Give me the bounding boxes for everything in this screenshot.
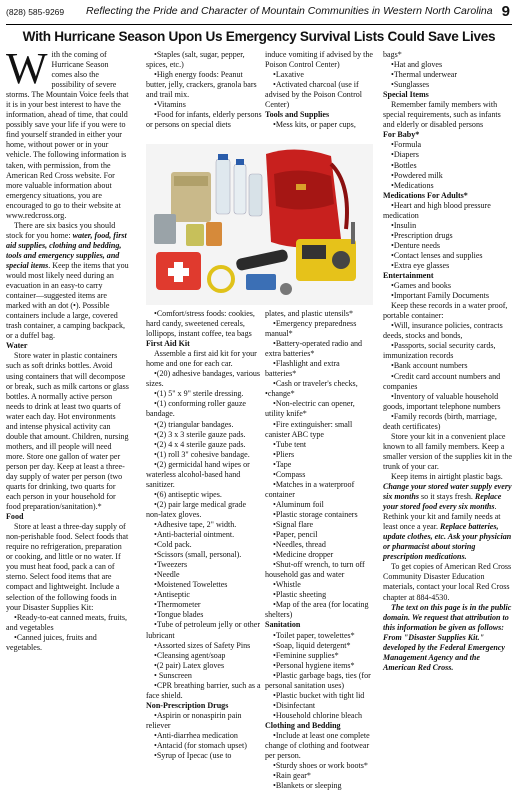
list-item: •Activated charcoal (use if advised by the Poison Control Center) [265,80,363,110]
list-item: •Syrup of Ipecac (use to [154,751,232,761]
list-item: •Sturdy shoes or work boots* [273,761,368,771]
column-2-top [146,50,262,130]
list-item: •Cash or traveler's checks, •change* [265,379,358,399]
list-item: •Insulin [391,220,417,230]
list-item: •(2) triangular bandages. [154,419,234,429]
page-header [6,3,512,23]
list-item: •Anti-diarrhea medication [154,730,238,740]
list-item: •Important Family Documents [391,291,490,301]
text-run: so it stays fresh. [419,492,475,502]
basics-text-a: There are six basics you should stock for you home: [6,220,116,240]
text-run: Keep items in airtight plastic bags. [391,471,503,481]
list-item: •Mess kits, or paper cups, [273,120,356,130]
list-item: •Include at least one complete change of clothing and footwear per person. [265,730,370,761]
list-item: •Food for infants, elderly persons or persons on special diets [146,110,262,130]
list-item: •Battery-operated radio and extra batteries* [265,339,363,359]
list-item: •Plastic garbage bags, ties (for personal sanitation uses) [265,670,371,690]
list-item: bags* [383,50,402,59]
list-item: •Assorted sizes of Safety Pins [154,640,251,650]
entertainment-heading: Entertainment [383,271,434,281]
list-item: •Antacid (for stomach upset) [154,741,247,751]
list-item: •Thermometer [154,600,201,610]
list-item: •(2) germicidal hand wipes or waterless alcohol-based hand sanitizer. [146,459,250,489]
first-aid-heading: First Aid Kit [146,339,190,349]
list-item: •High energy foods: Peanut butter, jelly, crackers, granola bars and trail mix. [146,70,257,100]
drop-cap: W [6,44,48,93]
list-item: •Fire extinguisher: small canister ABC type [265,419,353,439]
list-item: •Diapers [391,150,419,160]
list-item: •Soap, liquid detergent* [273,640,351,650]
list-item: •Heart and high blood pressure medication [383,200,491,220]
adults-heading: Medications For Adults* [383,190,468,200]
list-item: •Hat and gloves [391,60,443,70]
list-item: •Plastic storage containers [273,509,358,519]
baby-list [383,140,512,190]
adults-list [383,201,512,271]
list-item: •Plastic sheeting [273,590,327,600]
basics-text-b: water, food, first aid supplies, clothing and bedding, tools and emergency supplies, and special items [6,230,127,270]
list-item: •Tweezers [154,560,188,570]
special-items-heading: Special Items [383,90,429,100]
list-item: •(1) roll 3" cohesive bandage. [154,449,250,459]
list-item: •(6) antiseptic wipes. [154,489,222,499]
baby-heading: For Baby* [383,130,420,140]
list-item: •Pliers [273,449,295,459]
list-item: •Cold pack. [154,540,192,550]
list-item: •Compass [273,469,306,479]
clothing-list [265,731,373,791]
tools-heading: Tools and Supplies [265,110,330,120]
list-item: •Contact lenses and supplies [391,250,483,260]
header-rule [6,24,512,25]
list-item: •Denture needs [391,240,441,250]
text-run: Replace batteries, update clothes, etc. Ask your physician or pharmacist about storing prescription medications. [383,522,512,562]
intro-paragraph [6,44,129,221]
list-item: •Antiseptic [154,590,190,600]
list-item: induce vomiting if advised by the Poison Control Center) [265,50,373,70]
water-heading: Water [6,341,28,351]
list-item: •Shut-off wrench, to turn off household gas and water [265,560,365,580]
first-aid-list [146,369,262,701]
header-tagline: Reflecting the Pride and Character of Mountain Communities in Western North Carolina [86,5,493,17]
list-item: •Disinfectant [273,700,316,710]
clothing-continued-list [383,50,512,90]
page-number: 9 [501,3,510,20]
list-item: •Ready-to-eat canned meats, fruits, and vegetables [6,612,127,632]
list-item: plates, and plastic utensils* [265,309,354,318]
column-3-top [265,50,373,130]
list-item: •(2) pair large medical grade non-latex gloves. [146,499,247,519]
list-item: •(1) 5" x 9" sterile dressing. [154,389,244,399]
column-1 [6,44,129,653]
list-item: •Inventory of valuable household goods, important telephone numbers [383,391,501,411]
list-item: •Aluminum foil [273,499,324,509]
list-item: •Cleansing agent/soap [154,650,226,660]
intro-text: ith the coming of Hurricane Season comes also the possibility of severe storms. The Mountain Voice feels that it is in your best interest to have the information, ahead of time, that could possibly save your life if you were to find yourself stranded in either your home, without power or in your vehicle. The following information is taken, with permission, from the American Red Cross website. For more valuable information about emergency situations, you are encouraged to go to their website at www.redcross.org. [6,50,129,220]
list-item: •Laxative [273,70,304,80]
list-item: •Bank account numbers [391,361,468,371]
list-item: •Anti-bacterial ointment. [154,530,235,540]
public-domain-paragraph: The text on this page is in the public domain. We request that attribution to this information be given as follows: From "Disaster Supplies Kit." developed by the Federal Emergency Management Agency and the American Red Cross. [383,602,512,672]
list-item: •Staples (salt, sugar, pepper, spices, etc.) [146,50,245,70]
list-item: •Paper, pencil [273,530,318,540]
list-item: •Feminine supplies* [273,650,339,660]
list-item: •Whistle [273,580,301,590]
list-item: •Aspirin or nonaspirin pain reliever [146,710,242,730]
list-item: •Non-electric can opener, utility knife* [265,399,355,419]
basics-paragraph [6,221,129,342]
non-prescription-list [146,711,262,761]
basics-text-c: . Keep the items that you would most likely need during an evacuation in an easy-to carry container—suggested items are marked with an dot (•). Possible containers include a large, covered trash container, a camping backpack, or a duffel bag. [6,260,129,341]
list-item: •Canned juices, fruits and vegetables. [6,632,97,652]
list-item: •Prescription drugs [391,230,453,240]
list-item: •Medicine dropper [273,550,334,560]
list-item: •Personal hygiene items* [273,660,355,670]
food-heading: Food [6,512,24,522]
list-item: •Family records (birth, marriage, death certificates) [383,411,497,431]
list-item: •Thermal underwear [391,70,458,80]
list-item: •Extra eye glasses [391,260,450,270]
list-item: •Matches in a waterproof container [265,479,355,499]
sanitation-list [265,631,373,721]
list-item: •(1) conforming roller gauze bandage. [146,399,246,419]
list-item: •Map of the area (for locating shelters) [265,600,369,620]
list-item: •Needles, thread [273,540,326,550]
text-run: . Rethink your kit and family needs at least once a year. [383,502,501,532]
list-item: •Tongue blades [154,610,204,620]
column-4 [383,50,512,673]
list-item: •Powdered milk [391,170,443,180]
documents-paragraph: Keep these records in a water proof, portable container: [383,301,508,321]
list-item: •Tube of petroleum jelly or other lubricant [146,620,260,640]
list-item: •Needle [154,570,180,580]
list-item: •Tape [273,459,292,469]
sanitation-heading: Sanitation [265,620,301,630]
list-item: •Rain gear* [273,771,311,781]
list-item: •Passports, social security cards, immunization records [383,341,496,361]
water-paragraph: Store water in plastic containers such as soft drinks bottles. Avoid using containers that will decompose or break, such as milk cartons or glass bottles. A normally active person needs to drink at least two quarts of water each day. Hot environments and intense physical activity can double that amount. Children, nursing mothers, and ill people will need more. Store one gallon of water per person per day. Keep at least a three-day supply of water per person (two quarts for drinking, two quarts for each person in your household for food preparation/sanitation).* [6,351,129,512]
list-item: •Signal flare [273,519,314,529]
store-kit-paragraph: Store your kit in a convenient place known to all family members. Keep a smaller version of the supplies kit in the trunk of your car. [383,431,512,471]
list-item: •Will, insurance policies, contracts deeds, stocks and bonds, [383,321,503,341]
column-3-bottom [265,309,373,791]
documents-list [383,321,512,432]
list-item: •Formula [391,140,422,150]
non-prescription-heading: Non-Prescription Drugs [146,700,229,710]
list-item: •Sunglasses [391,80,430,90]
food-paragraph: Store at least a three-day supply of non-perishable food. Select foods that require no refrigeration, preparation or cooking, and little or no water. If you must heat food, pack a can of sterno. Select food items that are compact and lightweight. Include a selection of the following foods in your Disaster Supplies Kit: [6,522,129,612]
list-item: •Adhesive tape, 2" width. [154,519,237,529]
list-item: •Comfort/stress foods: cookies, hard candy, sweetened cereals, lollipops, instant coffee, tea bags [146,309,255,339]
list-item: •Medications [391,180,434,190]
clothing-heading: Clothing and Bedding [265,720,341,730]
list-item: •Plastic bucket with tight lid [273,690,365,700]
emergency-supplies-photo [146,144,373,305]
list-item: •Bottles [391,160,417,170]
list-item: •CPR breathing barrier, such as a face shield. [146,680,261,700]
list-item: •(2) 4 x 4 sterile gauze pads. [154,439,246,449]
list-item: •Moistened Towelettes [154,580,228,590]
article-title: With Hurricane Season Upon Us Emergency Survival Lists Could Save Lives [22,29,496,44]
list-item: •Household chlorine bleach [273,710,363,720]
airtight-paragraph [383,472,512,562]
list-item: •Vitamins [154,100,186,110]
list-item: • Sunscreen [154,670,192,680]
list-item: •Emergency preparedness manual* [265,319,357,339]
list-item: •(2) 3 x 3 sterile gauze pads. [154,429,246,439]
entertainment-list [383,281,512,301]
list-item: •Scissors (small, personal). [154,550,242,560]
list-item: •Credit card account numbers and companies [383,371,501,391]
list-item: •Toilet paper, towelettes* [273,630,355,640]
list-item: •Blankets or sleeping [273,781,342,791]
list-item: •Tube tent [273,439,307,449]
list-item: •(2 pair) Latex gloves [154,660,225,670]
tools-list [265,319,373,620]
special-items-paragraph: Remember family members with special requirements, such as infants and elderly or disabled persons [383,100,501,130]
list-item: •Games and books [391,281,452,291]
first-aid-paragraph: Assemble a first aid kit for your home and one for each car. [146,349,257,369]
list-item: •(20) adhesive bandages, various sizes. [146,369,261,389]
header-phone: (828) 585-9269 [6,7,65,17]
text-run: Change your stored water supply every six months [383,482,512,502]
list-item: •Flashlight and extra batteries* [265,359,340,379]
column-2-bottom [146,309,262,761]
copies-paragraph: To get copies of American Red Cross Community Disaster Education materials, contact your local Red Cross chapter at 884-4530. [383,562,512,602]
text-run: Replace your stored food every six months [383,492,502,512]
